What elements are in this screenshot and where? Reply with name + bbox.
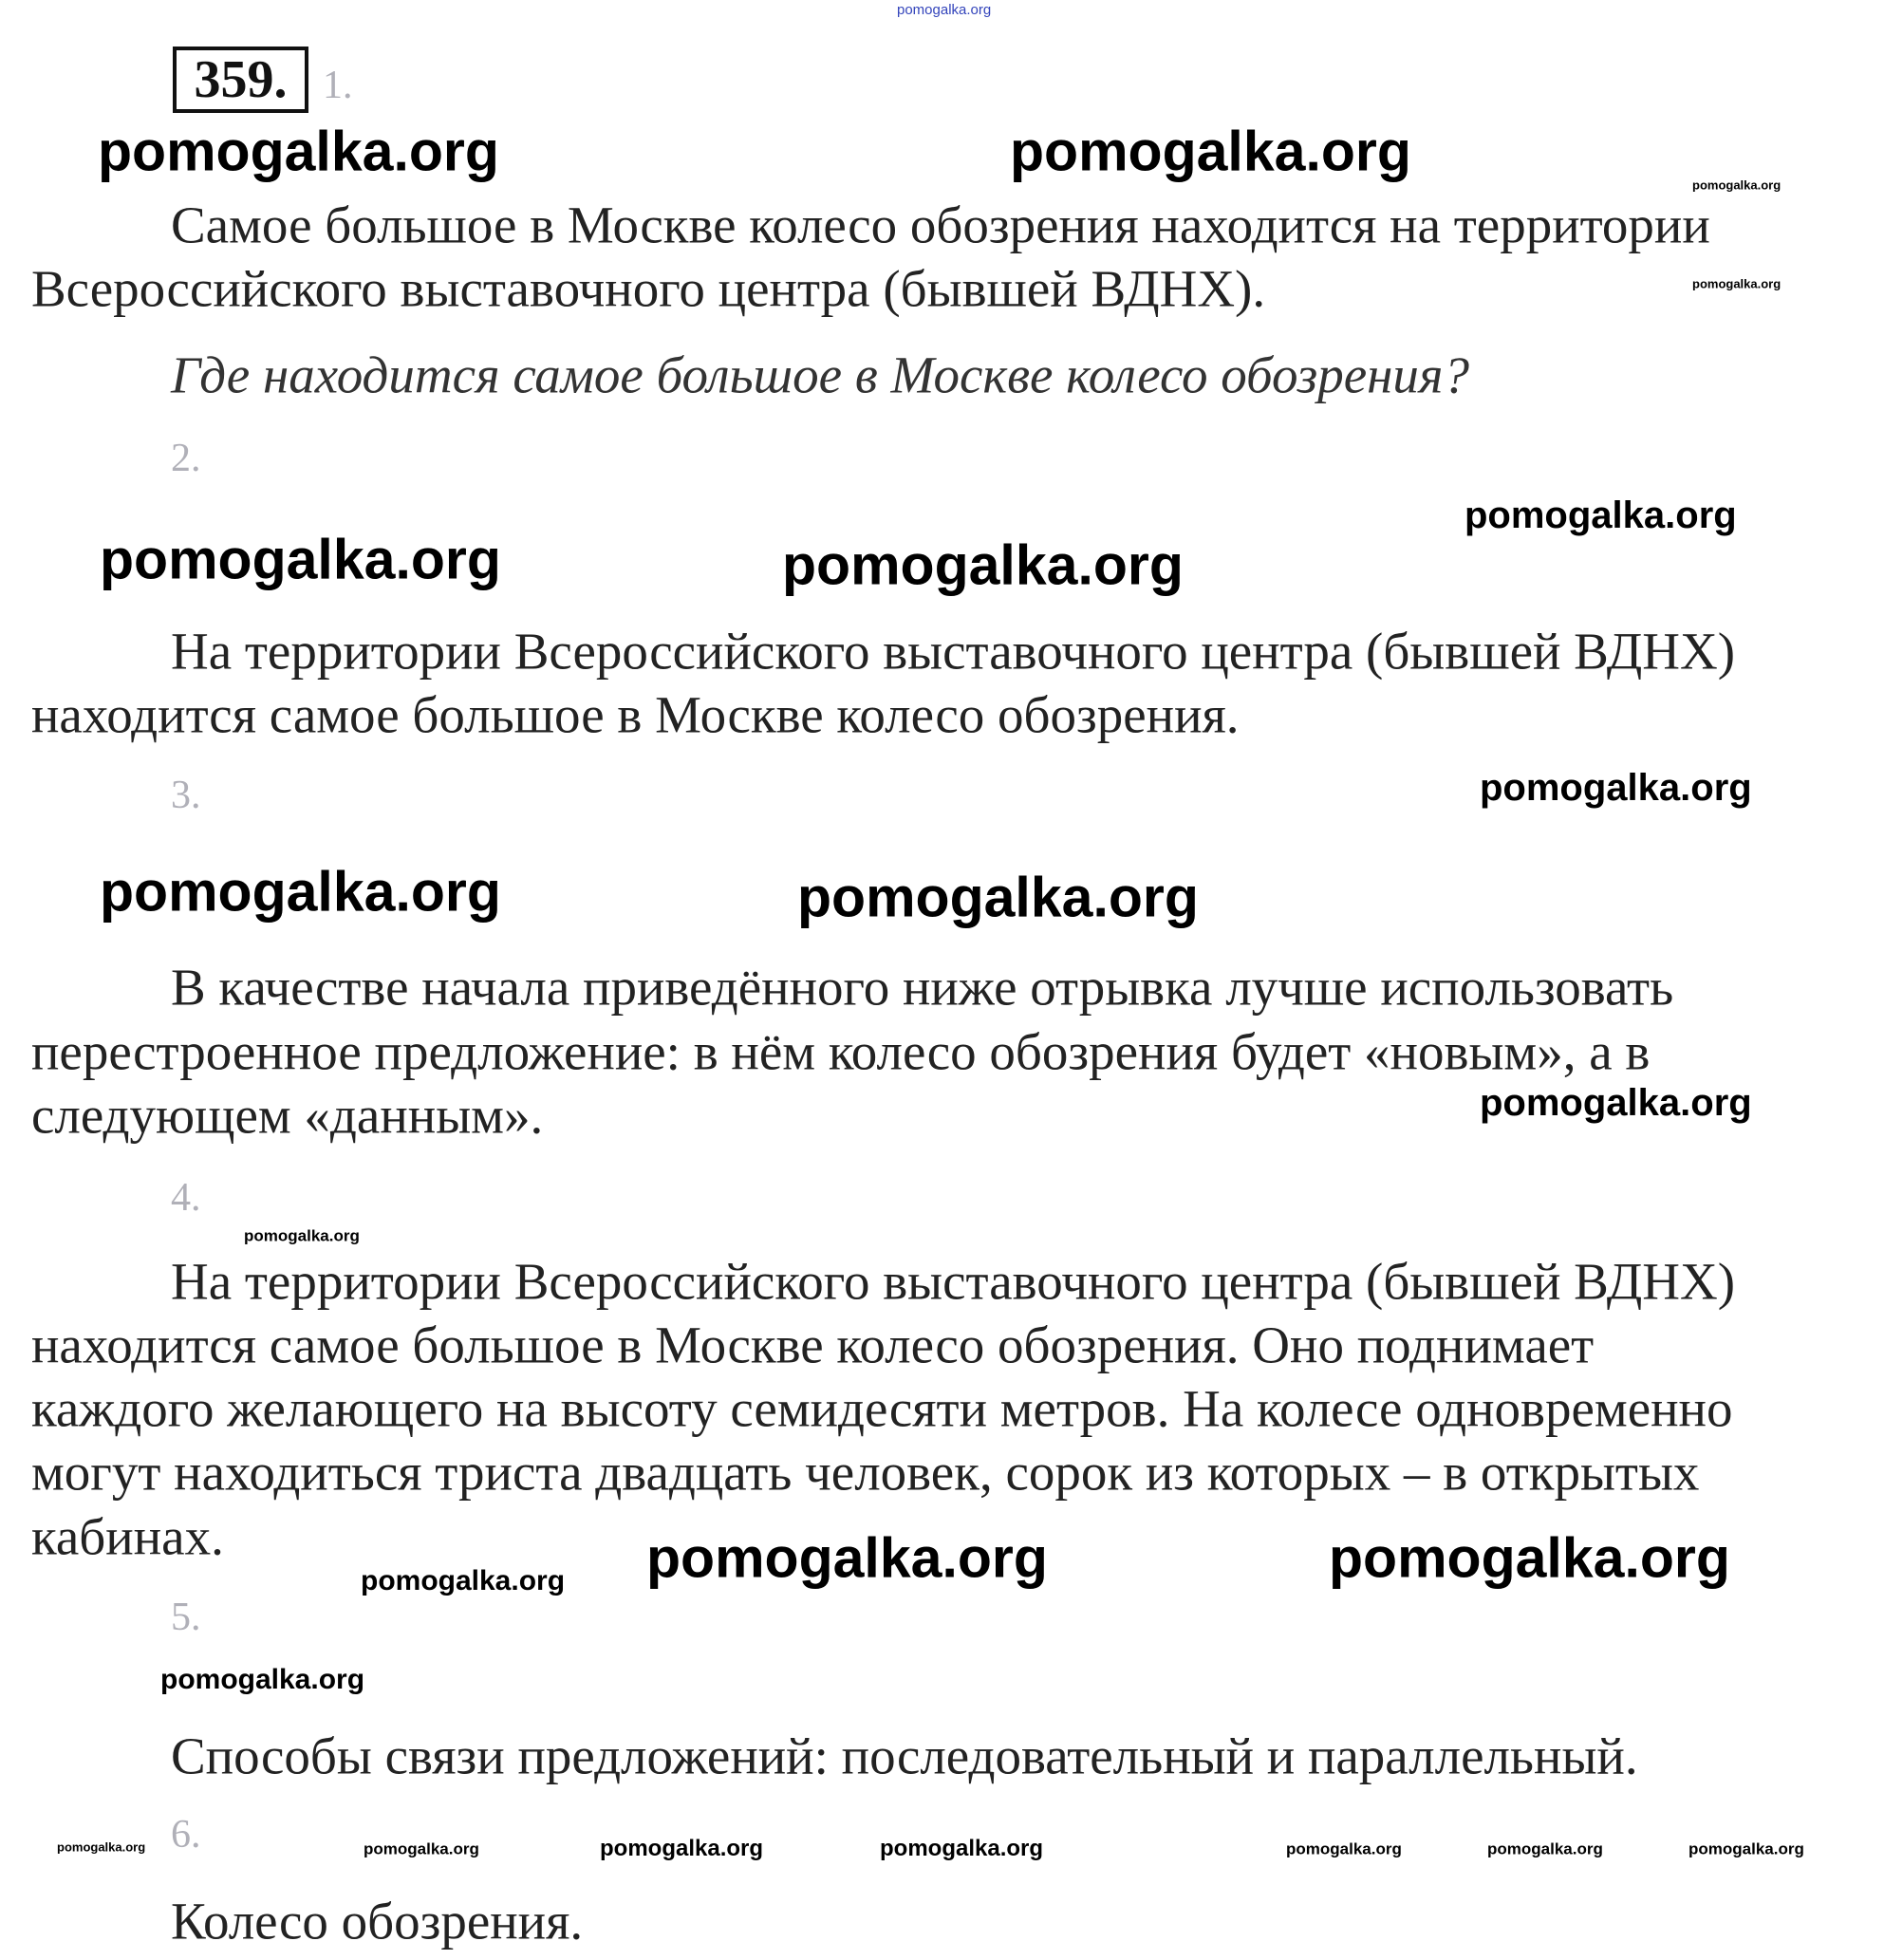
section-number: 6. (171, 1813, 201, 1857)
text-line: перестроенное предложение: в нём колесо обозрения будет «новым», а в (31, 1022, 1651, 1081)
watermark: pomogalka.org (100, 860, 501, 924)
watermark: pomogalka.org (1692, 177, 1782, 193)
text-line: Способы связи предложений: последовательный и параллельный. (171, 1727, 1638, 1785)
watermark: pomogalka.org (1010, 120, 1411, 183)
watermark: pomogalka.org (1480, 767, 1752, 809)
text-line: На территории Всероссийского выставочного центра (бывшей ВДНХ) (171, 1252, 1736, 1311)
text-line: находится самое большое в Москве колесо обозрения. (31, 685, 1240, 744)
watermark: pomogalka.org (361, 1565, 566, 1596)
watermark: pomogalka.org (1692, 276, 1782, 291)
question-line: Где находится самое большое в Москве колесо обозрения? (171, 345, 1469, 404)
text-line: могут находиться триста двадцать человек, сорок из которых – в открытых (31, 1443, 1700, 1502)
text-line: каждого желающего на высоту семидесяти метров. На колесе одновременно (31, 1379, 1733, 1438)
top-watermark: pomogalka.org (897, 2, 992, 18)
watermark: pomogalka.org (600, 1836, 764, 1861)
watermark: pomogalka.org (1329, 1526, 1730, 1590)
watermark: pomogalka.org (782, 533, 1184, 597)
watermark: pomogalka.org (1688, 1839, 1804, 1858)
section-number: 4. (171, 1176, 201, 1220)
watermark: pomogalka.org (57, 1839, 146, 1855)
section-number: 1. (323, 64, 353, 107)
watermark: pomogalka.org (646, 1526, 1048, 1590)
text-line: В качестве начала приведённого ниже отрывка лучше использовать (171, 958, 1674, 1017)
section-number: 5. (171, 1596, 201, 1639)
watermark: pomogalka.org (1465, 495, 1737, 536)
section-number: 3. (171, 774, 201, 817)
watermark: pomogalka.org (1487, 1839, 1603, 1858)
text-line: следующем «данным». (31, 1086, 544, 1145)
text-line: Самое большое в Москве колесо обозрения находится на территории (171, 196, 1710, 254)
text-line: На территории Всероссийского выставочного центра (бывшей ВДНХ) (171, 622, 1736, 681)
text-line: кабинах. (31, 1507, 224, 1566)
exercise-number: 359. (173, 47, 308, 113)
section-number: 2. (171, 437, 201, 480)
watermark: pomogalka.org (244, 1226, 360, 1245)
watermark: pomogalka.org (160, 1664, 365, 1695)
watermark: pomogalka.org (880, 1836, 1044, 1861)
text-line: Колесо обозрения. (171, 1892, 584, 1951)
watermark: pomogalka.org (1286, 1839, 1402, 1858)
watermark: pomogalka.org (1480, 1082, 1752, 1124)
text-line: находится самое большое в Москве колесо обозрения. Оно поднимает (31, 1316, 1595, 1374)
watermark: pomogalka.org (98, 120, 499, 183)
watermark: pomogalka.org (797, 866, 1199, 929)
watermark: pomogalka.org (100, 528, 501, 591)
text-line: Всероссийского выставочного центра (бывшей ВДНХ). (31, 259, 1266, 318)
watermark: pomogalka.org (364, 1839, 479, 1858)
